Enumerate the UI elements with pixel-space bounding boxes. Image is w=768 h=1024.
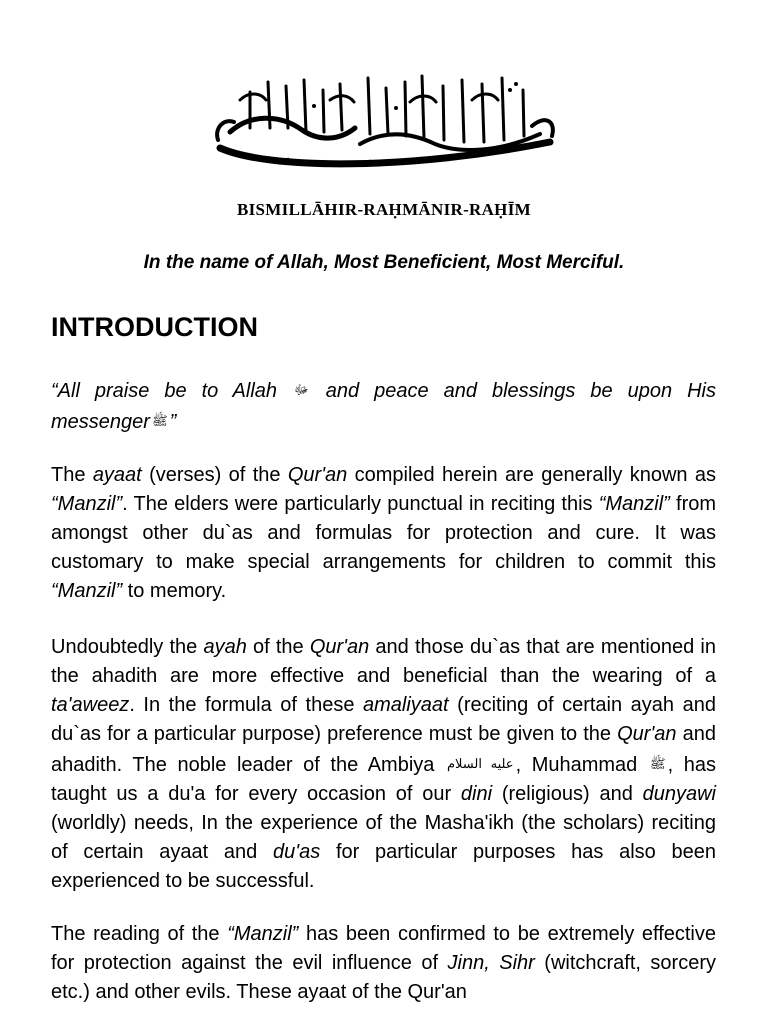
paragraph-manzil xyxy=(51,461,716,606)
text-span: “All praise be to Allah xyxy=(51,380,293,402)
text-span: The xyxy=(51,464,93,486)
emphasis: ayaat xyxy=(92,464,142,486)
emphasis: “Manzil” xyxy=(51,580,123,602)
allah-honorific: ﷻ xyxy=(294,382,309,397)
emphasis: “Manzil” xyxy=(51,493,123,515)
emphasis: dunyawi xyxy=(642,783,716,805)
text-span: (religious) and xyxy=(492,783,643,805)
text-span: has been confirmed to be extremely effective for protection against the evil influence of xyxy=(51,923,717,974)
section-title: INTRODUCTION xyxy=(51,312,258,342)
paragraph-praise xyxy=(51,375,716,437)
text-span: of the xyxy=(246,636,310,658)
text-span: for particular purposes has also been experienced to be successful. xyxy=(51,841,717,892)
emphasis: amaliyaat xyxy=(363,694,449,716)
text-span: to memory. xyxy=(122,580,227,602)
text-span: ” xyxy=(169,411,177,433)
text-span: (witchcraft, sorcery etc.) and other evils. These ayaat of the Qur'an xyxy=(51,952,716,1003)
bismillah-translation: In the name of Allah, Most Beneficient, Most Merciful. xyxy=(143,252,625,273)
text-span: (verses) of the xyxy=(141,464,288,486)
text-span: Undoubtedly the xyxy=(51,636,204,658)
text-span: and ahadith. The noble leader of the Ambiya xyxy=(51,723,716,776)
emphasis: ta'aweez xyxy=(51,694,130,716)
emphasis: ayah xyxy=(203,636,247,658)
text-span: , Muhammad xyxy=(515,754,648,776)
bismillah-calligraphy xyxy=(210,70,560,170)
text-span: from amongst other du`as and formulas for protection and cure. It was customary to make special arrangements for children to commit this xyxy=(51,493,717,573)
text-span: , has taught us a du'a for every occasion of our xyxy=(51,754,716,805)
paragraph-ayah xyxy=(51,633,716,896)
emphasis: “Manzil” xyxy=(598,493,670,515)
text-span: and those du`as that are mentioned in the ahadith are more effective and beneficial than the wearing of a xyxy=(51,636,716,687)
text-span: . In the formula of these xyxy=(129,694,363,716)
emphasis: du'as xyxy=(273,841,321,863)
paragraph-protection xyxy=(51,920,716,1007)
emphasis: “Manzil” xyxy=(227,923,299,945)
emphasis: Qur'an xyxy=(309,636,370,658)
text-span: and peace and blessings be upon His messenger xyxy=(51,380,716,433)
emphasis: Qur'an xyxy=(617,723,677,745)
bismillah-transliteration: BISMILLĀHIR-RAḤMĀNIR-RAḤĪM xyxy=(237,200,531,219)
text-span: (worldly) needs, In the experience of the Masha'ikh (the scholars) reciting of certain ayaat and xyxy=(51,812,716,863)
text-span: compiled herein are generally known as xyxy=(347,464,716,486)
text-span: The reading of the xyxy=(51,923,228,945)
emphasis: Qur'an xyxy=(287,464,348,486)
prophet-honorific: ﷺ xyxy=(151,413,168,428)
text-span: . The elders were particularly punctual in reciting this xyxy=(122,493,599,515)
prophet-honorific: ﷺ xyxy=(649,756,666,771)
emphasis: Jinn, Sihr xyxy=(447,952,535,974)
peace-honorific: عليه السلام xyxy=(446,756,514,771)
emphasis: dini xyxy=(460,783,493,805)
calligraphy-art xyxy=(210,70,560,170)
text-span: (reciting of certain ayah and du`as for a particular purpose) preference must be given to the xyxy=(51,694,716,745)
